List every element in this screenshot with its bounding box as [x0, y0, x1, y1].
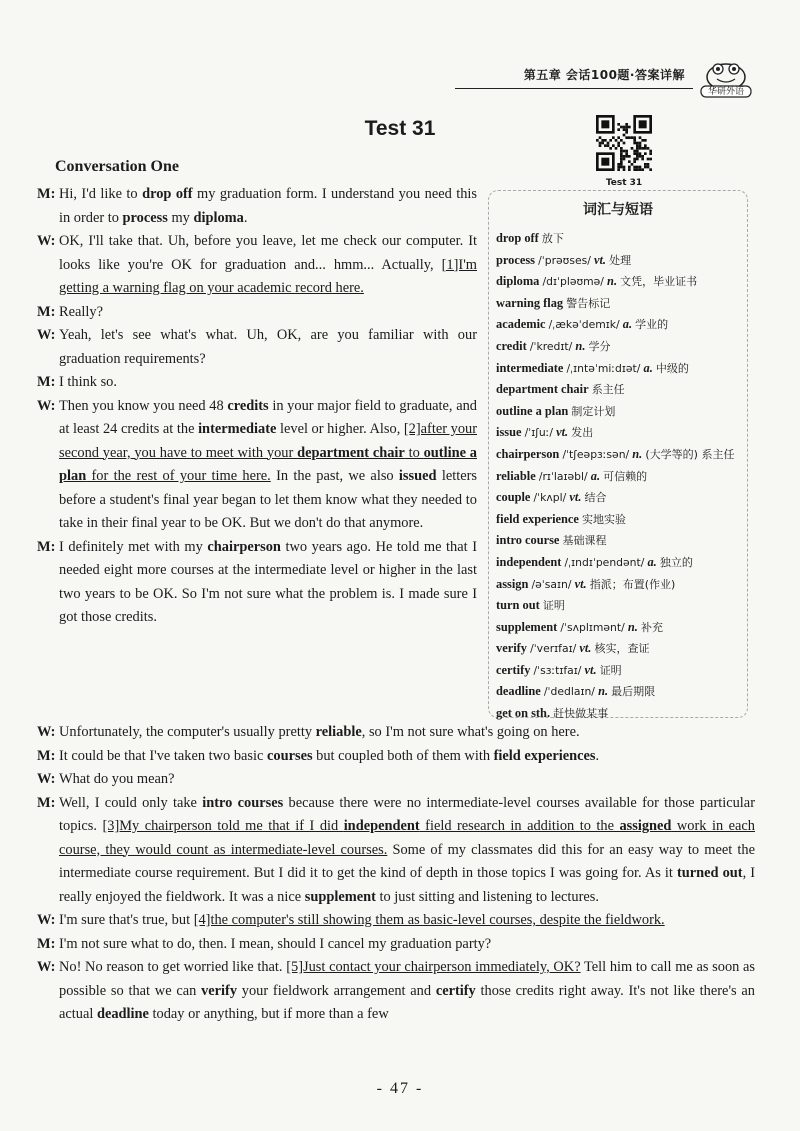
vocab-entry — [496, 552, 744, 574]
vocab-word: warning flag — [496, 295, 564, 310]
dialogue-text: No! No reason to get worried like that. — [59, 959, 287, 975]
vocab-entry — [496, 574, 744, 596]
dialogue-text: my — [167, 209, 194, 226]
vocab-term: issued — [398, 468, 437, 484]
dialogue-text: today or anything, but if more than a few — [148, 1006, 389, 1022]
qr-code-icon — [596, 115, 652, 171]
dialogue-turn — [37, 230, 477, 301]
dialogue-text: I'm sure that's true, but — [59, 912, 194, 928]
vocab-translation: 文凭，毕业证书 — [620, 275, 698, 289]
speaker-label: M: — [37, 186, 56, 202]
logo-text: 华研外语 — [707, 87, 744, 97]
vocab-word: department chair — [496, 382, 589, 397]
vocab-pos: n. — [598, 684, 609, 699]
vocab-word: drop off — [496, 231, 539, 245]
vocab-phonetic: /ˈprəʊses/ — [538, 253, 591, 267]
vocab-word: deadline — [496, 684, 541, 699]
vocab-pos: n. — [627, 619, 638, 634]
answer-key-text: assigned — [619, 818, 672, 834]
answer-key-text: to — [404, 444, 424, 461]
vocab-pos: n. — [607, 274, 618, 289]
vocab-term: courses — [267, 747, 313, 764]
vocab-phonetic: /ˈkʌpl/ — [533, 491, 567, 505]
qr-code[interactable] — [596, 115, 652, 171]
vocab-entry — [496, 358, 744, 380]
speaker-label: M: — [37, 747, 56, 764]
vocab-translation: 学业的 — [635, 318, 669, 332]
dialogue-text: those credits right away. It's not like there's an actual — [59, 982, 755, 1022]
dialogue-text: Really? — [59, 303, 103, 320]
vocab-phonetic: /ˈtʃeəpɜːsən/ — [562, 447, 630, 461]
vocab-phonetic: /ˈdedlaɪn/ — [543, 685, 595, 699]
vocab-term: chairperson — [207, 538, 281, 555]
vocab-entry — [496, 379, 744, 401]
vocab-entry — [496, 314, 744, 336]
dialogue-text: letters before a student's final year began to let them know what they needed to take in their final year to be OK. But we don't do that anymore. — [59, 468, 477, 531]
answer-key-text: [2]after your second year, you have to meet with your — [59, 421, 478, 461]
vocab-translation: 补充 — [640, 620, 663, 634]
vocab-phonetic: /ˈkredɪt/ — [529, 339, 573, 353]
vocab-entry — [496, 336, 744, 358]
dialogue-turn — [37, 183, 477, 230]
vocab-word: chairperson — [496, 446, 560, 461]
dialogue-text: Some of my classmates did this for an easy way to meet the intermediate course requirement. But I did it to get the kind of depth in those topics I was going for. As it — [59, 841, 756, 881]
speaker-label: W: — [37, 771, 56, 787]
speaker-label: W: — [37, 724, 56, 740]
vocab-word: couple — [496, 490, 531, 505]
vocab-word: reliable — [496, 468, 536, 483]
vocab-translation: 放下 — [541, 232, 564, 245]
answer-key-text: outline a plan — [59, 444, 477, 484]
vocab-entry — [496, 638, 744, 660]
vocab-phonetic: /ˈverɪfaɪ/ — [530, 642, 577, 656]
vocab-translation: 证明 — [542, 599, 565, 613]
vocab-word: diploma — [496, 274, 540, 289]
dialogue-turn — [37, 395, 477, 536]
vocab-entry — [496, 401, 744, 423]
dialogue-text: I'm not sure what to do, then. I mean, should I cancel my graduation party? — [59, 935, 492, 952]
vocab-pos: a. — [622, 317, 633, 332]
vocab-translation: 制定计划 — [571, 404, 616, 418]
answer-key-text: [5]Just contact your chairperson immediately, OK? — [286, 959, 581, 975]
vocab-translation: 中级的 — [655, 361, 689, 375]
vocab-word: field experience — [496, 511, 579, 526]
dialogue-text: level or higher. Also, — [276, 421, 404, 437]
dialogue-text: What do you mean? — [59, 771, 175, 787]
vocab-word: verify — [496, 641, 527, 656]
vocab-phonetic: /rɪˈlaɪəbl/ — [538, 469, 588, 483]
vocab-pos: a. — [647, 554, 657, 569]
vocab-translation: 学分 — [588, 339, 611, 353]
vocab-term: diploma — [193, 209, 244, 226]
vocab-translation: 发出 — [571, 426, 594, 440]
vocab-translation: 最后期限 — [611, 685, 656, 699]
dialogue-column-wide — [37, 721, 755, 1027]
vocab-entry — [496, 444, 744, 466]
speaker-label: W: — [37, 327, 56, 343]
vocab-phonetic: /ˈsɜːtɪfaɪ/ — [533, 663, 582, 677]
vocab-entry — [496, 660, 744, 682]
qr-label: Test 31 — [605, 178, 643, 188]
vocab-pos: vt. — [593, 252, 607, 267]
dialogue-text: because there were no intermediate-level courses available for those particular topics. — [59, 794, 755, 834]
dialogue-column-narrow — [37, 183, 477, 630]
dialogue-text: In the past, we also — [270, 468, 399, 484]
dialogue-text: Well, I could only take — [59, 794, 203, 811]
dialogue-text: Unfortunately, the computer's usually pretty — [59, 724, 316, 740]
dialogue-turn — [37, 933, 755, 957]
vocab-word: intermediate — [496, 360, 564, 375]
vocab-word: assign — [496, 576, 529, 591]
vocab-entry — [496, 703, 744, 725]
header-rule — [455, 88, 693, 89]
dialogue-text: Tell him to call me as soon as possible so that we can — [59, 959, 755, 999]
vocab-pos: vt. — [574, 576, 587, 591]
vocab-translation: 可信赖的 — [603, 469, 648, 483]
answer-key-text: [1]I'm getting a warning flag on your academic record here. — [59, 256, 477, 296]
vocab-word: get on sth. — [496, 706, 551, 721]
dialogue-turn — [37, 792, 755, 910]
speaker-label: W: — [37, 959, 56, 975]
dialogue-text: , I really enjoyed the fieldwork. It was a nice — [59, 865, 755, 905]
dialogue-text: It could be that I've taken two basic — [59, 747, 267, 764]
speaker-label: M: — [37, 374, 56, 390]
vocab-word: process — [496, 252, 536, 267]
vocab-pos: vt. — [556, 425, 569, 440]
dialogue-turn — [37, 536, 477, 630]
vocab-entry — [496, 617, 744, 639]
speaker-label: M: — [37, 303, 56, 320]
vocab-term: certify — [435, 982, 476, 999]
answer-key-text: for the rest of your time here. — [86, 468, 271, 484]
vocab-translation: 基础课程 — [562, 534, 607, 548]
dialogue-text: to just sitting and listening to lectures. — [375, 888, 599, 905]
vocab-entry — [496, 487, 744, 509]
dialogue-turn — [37, 768, 755, 792]
speaker-label: W: — [37, 233, 56, 249]
vocab-term: verify — [201, 982, 238, 999]
vocab-phonetic: /ˈsʌplɪmənt/ — [560, 620, 625, 634]
dialogue-text: two years ago. He told me that I needed eight more courses at the intermediate level or higher in the last two years to be OK. So I'm not sure what the problem is. I made sure I got those credits. — [59, 538, 477, 625]
vocab-translation: (大学等的) 系主任 — [645, 447, 735, 461]
vocab-entry — [496, 509, 744, 531]
vocab-phonetic: /ˌɪntəˈmiːdɪət/ — [566, 361, 641, 375]
vocab-translation: 核实，查证 — [594, 642, 650, 656]
dialogue-text: I definitely met with my — [59, 538, 208, 555]
vocab-term: intro courses — [202, 794, 284, 811]
vocab-translation: 独立的 — [659, 555, 693, 569]
vocab-translation: 警告标记 — [566, 296, 611, 310]
vocab-translation: 结合 — [584, 491, 607, 505]
vocab-word: intro course — [496, 533, 560, 548]
vocab-translation: 赶快做某事 — [553, 707, 609, 721]
dialogue-text: my graduation form. I understand you need this in order to — [59, 186, 478, 226]
publisher-logo — [697, 60, 755, 98]
vocab-word: issue — [496, 425, 522, 440]
dialogue-text: . — [595, 747, 600, 764]
dialogue-text: your fieldwork arrangement and — [237, 982, 436, 999]
vocabulary-list — [496, 228, 744, 725]
dialogue-turn — [37, 324, 477, 371]
vocab-entry — [496, 530, 744, 552]
dialogue-text: OK, I'll take that. Uh, before you leave, let me check our computer. It looks like you're OK for graduation and... hmm... Actually, — [59, 233, 477, 273]
dialogue-text: Yeah, let's see what's what. Uh, OK, are you familiar with our graduation requirements? — [59, 327, 477, 367]
vocab-word: turn out — [496, 598, 540, 613]
answer-key-text: department chair — [297, 444, 405, 461]
page-title: Test 31 — [364, 117, 436, 140]
dialogue-text: , so I'm not sure what's going on here. — [361, 724, 580, 740]
vocab-translation: 指派；布置(作业) — [589, 577, 676, 591]
vocabulary-box — [488, 190, 748, 721]
dialogue-turn — [37, 745, 755, 769]
vocab-entry — [496, 228, 744, 250]
dialogue-turn — [37, 909, 755, 933]
vocab-term: process — [122, 209, 168, 226]
vocab-word: credit — [496, 338, 527, 353]
vocab-entry — [496, 271, 744, 293]
dialogue-turn — [37, 956, 755, 1027]
vocab-phonetic: /ˌɪndɪˈpendənt/ — [564, 555, 645, 569]
vocab-term: turned out — [676, 865, 743, 881]
vocab-term: reliable — [315, 724, 362, 740]
vocab-term: drop off — [142, 186, 193, 202]
vocab-entry — [496, 681, 744, 703]
vocab-word: outline a plan — [496, 403, 569, 418]
chapter-title: 第五章 会话100题·答案详解 — [523, 68, 685, 82]
vocab-phonetic: /əˈsaɪn/ — [531, 577, 572, 591]
vocab-entry — [496, 595, 744, 617]
vocab-word: supplement — [496, 619, 558, 634]
vocab-pos: vt. — [579, 641, 592, 656]
conversation-heading: Conversation One — [55, 158, 179, 175]
vocab-phonetic: /ˈɪʃuː/ — [524, 426, 553, 440]
speaker-label: M: — [37, 935, 56, 952]
dialogue-text: in your major field to graduate, and at least 24 credits at the — [59, 397, 477, 437]
vocab-translation: 证明 — [599, 663, 622, 677]
vocab-term: field experiences — [493, 747, 596, 764]
vocab-phonetic: /dɪˈpləʊmə/ — [542, 275, 604, 289]
vocab-entry — [496, 250, 744, 272]
answer-key-text: [4]the computer's still showing them as basic-level courses, despite the fieldwork. — [193, 912, 665, 928]
speaker-label: M: — [37, 538, 56, 555]
vocab-word: independent — [496, 554, 562, 569]
vocab-term: deadline — [96, 1006, 149, 1022]
vocab-pos: vt. — [569, 490, 582, 505]
dialogue-text: . — [243, 209, 248, 226]
dialogue-turn — [37, 371, 477, 395]
vocab-word: academic — [496, 317, 546, 332]
dialogue-text: but coupled both of them with — [312, 747, 494, 764]
vocab-word: certify — [496, 662, 531, 677]
dialogue-text: Then you know you need 48 — [59, 397, 228, 414]
vocab-pos: vt. — [584, 662, 597, 677]
answer-key-text: independent — [343, 818, 420, 834]
vocabulary-title: 词汇与短语 — [583, 202, 653, 218]
vocab-phonetic: /ˌækəˈdemɪk/ — [548, 318, 620, 332]
page-number: - 47 - — [376, 1080, 424, 1097]
vocab-entry — [496, 293, 744, 315]
speaker-label: W: — [37, 397, 56, 414]
answer-key-text: [3]My chairperson told me that if I did — [102, 818, 344, 834]
vocab-pos: n. — [575, 338, 586, 353]
vocab-translation: 实地实验 — [582, 512, 627, 526]
vocab-pos: a. — [590, 468, 601, 483]
vocab-translation: 系主任 — [591, 383, 625, 397]
vocab-term: supplement — [304, 888, 376, 905]
page-header — [455, 58, 755, 98]
dialogue-text: I think so. — [59, 374, 117, 390]
speaker-label: W: — [37, 912, 56, 928]
vocab-term: credits — [227, 397, 269, 414]
answer-key-text: field research in addition to the — [419, 818, 620, 834]
speaker-label: M: — [37, 794, 56, 811]
vocab-pos: a. — [643, 360, 653, 375]
vocab-term: intermediate — [198, 421, 277, 437]
answer-key-text: work in each course, they would count as intermediate-level courses. — [59, 818, 755, 858]
dialogue-text: Hi, I'd like to — [59, 186, 143, 202]
vocab-entry — [496, 466, 744, 488]
vocab-pos: n. — [632, 446, 643, 461]
vocab-entry — [496, 422, 744, 444]
vocab-translation: 处理 — [609, 253, 632, 267]
dialogue-turn — [37, 301, 477, 325]
